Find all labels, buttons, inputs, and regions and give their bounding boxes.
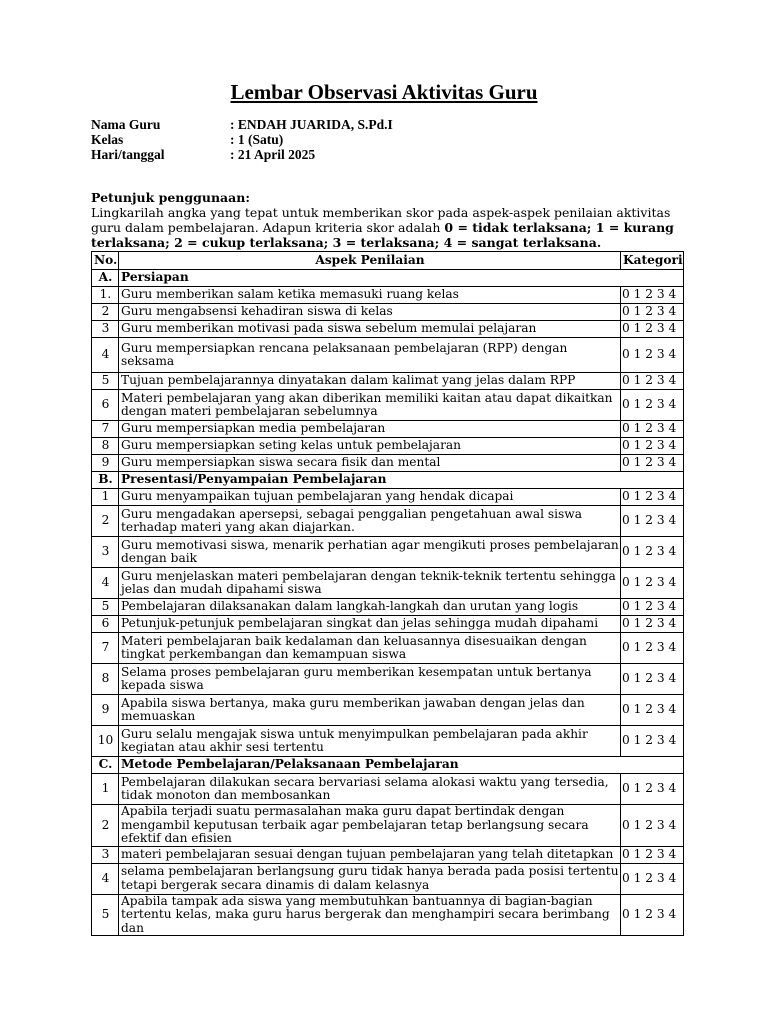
item-aspect-text: Materi pembelajaran baik kedalaman dan keluasannya disesuaikan dengan tingkat perkembangan dan kemampuan siswa — [119, 633, 621, 664]
header-no: No. — [92, 252, 119, 270]
item-number: 7 — [92, 421, 119, 438]
item-number: 2 — [92, 506, 119, 537]
table-row — [92, 338, 684, 373]
score-options[interactable]: 0 1 2 3 4 — [621, 846, 684, 863]
item-aspect-text: Materi pembelajaran yang akan diberikan memiliki kaitan atau dapat dikaitkan dengan materi pembelajaran sebelumnya — [119, 390, 621, 421]
item-number: 2 — [92, 304, 119, 321]
item-aspect-text: Guru menyampaikan tujuan pembelajaran yang hendak dicapai — [119, 489, 621, 506]
table-row — [92, 287, 684, 304]
item-aspect-text: Guru mempersiapkan seting kelas untuk pembelajaran — [119, 438, 621, 455]
item-number: 8 — [92, 664, 119, 695]
item-aspect-text: Guru memotivasi siswa, menarik perhatian agar mengikuti proses pembelajaran dengan baik — [119, 537, 621, 568]
item-number: 4 — [92, 338, 119, 373]
section-title: Metode Pembelajaran/Pelaksanaan Pembelajaran — [119, 757, 684, 774]
item-aspect-text: selama pembelajaran berlangsung guru tidak hanya berada pada posisi tertentu tetapi bergerak secara dinamis di dalam kelasnya — [119, 863, 621, 894]
item-aspect-text: Guru memberikan salam ketika memasuki ruang kelas — [119, 287, 621, 304]
table-row — [92, 726, 684, 757]
score-options[interactable]: 0 1 2 3 4 — [621, 373, 684, 390]
item-aspect-text: materi pembelajaran sesuai dengan tujuan pembelajaran yang telah ditetapkan — [119, 846, 621, 863]
usage-instructions — [91, 190, 691, 250]
table-row — [92, 633, 684, 664]
section-row — [92, 472, 684, 489]
item-number: 8 — [92, 438, 119, 455]
instructions-text: Lingkarilah angka yang tepat untuk memberikan skor pada aspek-aspek penilaian aktivitas guru dalam pembelajaran. Adapun kriteria skor adalah — [91, 205, 671, 235]
section-label: C. — [92, 757, 119, 774]
instructions-body — [91, 205, 691, 250]
item-number: 3 — [92, 321, 119, 338]
header-kategori: Kategori — [621, 252, 684, 270]
item-aspect-text: Guru menjelaskan materi pembelajaran dengan teknik-teknik tertentu sehingga jelas dan mudah dipahami siswa — [119, 568, 621, 599]
score-options[interactable]: 0 1 2 3 4 — [621, 726, 684, 757]
identity-value: : 1 (Satu) — [230, 132, 284, 147]
item-aspect-text: Guru mempersiapkan siswa secara fisik dan mental — [119, 455, 621, 472]
identity-value: : 21 April 2025 — [230, 147, 316, 162]
table-row — [92, 321, 684, 338]
item-aspect-text: Apabila terjadi suatu permasalahan maka guru dapat bertindak dengan mengambil keputusan terbaik agar pembelajaran tetap berlangsung secara efektif dan efisien — [119, 805, 621, 847]
score-options[interactable]: 0 1 2 3 4 — [621, 633, 684, 664]
score-options[interactable]: 0 1 2 3 4 — [621, 489, 684, 506]
item-number: 1 — [92, 774, 119, 805]
identity-row-class — [91, 132, 393, 147]
table-row — [92, 568, 684, 599]
score-options[interactable]: 0 1 2 3 4 — [621, 338, 684, 373]
identity-value: : ENDAH JUARIDA, S.Pd.I — [230, 117, 393, 132]
item-number: 2 — [92, 805, 119, 847]
table-row — [92, 373, 684, 390]
item-number: 4 — [92, 863, 119, 894]
header-aspek: Aspek Penilaian — [119, 252, 621, 270]
section-row — [92, 757, 684, 774]
item-number: 5 — [92, 894, 119, 936]
table-row — [92, 489, 684, 506]
score-options[interactable]: 0 1 2 3 4 — [621, 304, 684, 321]
table-row — [92, 438, 684, 455]
table-row — [92, 894, 684, 936]
teacher-identity-block — [91, 117, 393, 162]
item-number: 9 — [92, 695, 119, 726]
table-row — [92, 506, 684, 537]
score-options[interactable]: 0 1 2 3 4 — [621, 616, 684, 633]
item-aspect-text: Guru memberikan motivasi pada siswa sebelum memulai pelajaran — [119, 321, 621, 338]
item-aspect-text: Guru mengadakan apersepsi, sebagai penggalian pengetahuan awal siswa terhadap materi yang akan diajarkan. — [119, 506, 621, 537]
item-number: 10 — [92, 726, 119, 757]
table-row — [92, 846, 684, 863]
section-label: A. — [92, 270, 119, 287]
item-aspect-text: Pembelajaran dilakukan secara bervariasi selama alokasi waktu yang tersedia, tidak monoton dan membosankan — [119, 774, 621, 805]
table-row — [92, 863, 684, 894]
score-options[interactable]: 0 1 2 3 4 — [621, 805, 684, 847]
table-row — [92, 664, 684, 695]
item-aspect-text: Guru mempersiapkan media pembelajaran — [119, 421, 621, 438]
identity-label: Nama Guru — [91, 117, 161, 132]
item-aspect-text: Pembelajaran dilaksanakan dalam langkah-langkah dan urutan yang logis — [119, 599, 621, 616]
instructions-heading: Petunjuk penggunaan: — [91, 190, 250, 205]
score-options[interactable]: 0 1 2 3 4 — [621, 287, 684, 304]
identity-label: Kelas — [91, 132, 124, 147]
item-aspect-text: Apabila tampak ada siswa yang membutuhkan bantuannya di bagian-bagian tertentu kelas, maka guru harus bergerak dan menghampiri secara berimbang dan — [119, 894, 621, 936]
item-aspect-text: Guru mengabsensi kehadiran siswa di kelas — [119, 304, 621, 321]
instructions-criteria: 0 = tidak terlaksana; 1 = kurang terlaksana; 2 = cukup terlaksana; 3 = terlaksana; 4 = sangat terlaksana. — [91, 220, 674, 250]
score-options[interactable]: 0 1 2 3 4 — [621, 664, 684, 695]
score-options[interactable]: 0 1 2 3 4 — [621, 599, 684, 616]
table-row — [92, 455, 684, 472]
table-row — [92, 421, 684, 438]
section-title: Persiapan — [119, 270, 684, 287]
item-aspect-text: Selama proses pembelajaran guru memberikan kesempatan untuk bertanya kepada siswa — [119, 664, 621, 695]
item-aspect-text: Petunjuk-petunjuk pembelajaran singkat dan jelas sehingga mudah dipahami — [119, 616, 621, 633]
item-number: 6 — [92, 390, 119, 421]
section-label: B. — [92, 472, 119, 489]
item-number: 6 — [92, 616, 119, 633]
table-row — [92, 599, 684, 616]
score-options[interactable]: 0 1 2 3 4 — [621, 321, 684, 338]
table-row — [92, 695, 684, 726]
item-aspect-text: Guru mempersiapkan rencana pelaksanaan pembelajaran (RPP) dengan seksama — [119, 338, 621, 373]
item-aspect-text: Tujuan pembelajarannya dinyatakan dalam kalimat yang jelas dalam RPP — [119, 373, 621, 390]
identity-row-name — [91, 117, 393, 132]
item-number: 3 — [92, 537, 119, 568]
item-number: 5 — [92, 373, 119, 390]
item-number: 1 — [92, 489, 119, 506]
score-options[interactable]: 0 1 2 3 4 — [621, 421, 684, 438]
score-options[interactable]: 0 1 2 3 4 — [621, 863, 684, 894]
section-title: Presentasi/Penyampaian Pembelajaran — [119, 472, 684, 489]
score-options[interactable]: 0 1 2 3 4 — [621, 537, 684, 568]
item-number: 7 — [92, 633, 119, 664]
score-options[interactable]: 0 1 2 3 4 — [621, 438, 684, 455]
score-options[interactable]: 0 1 2 3 4 — [621, 506, 684, 537]
table-row — [92, 304, 684, 321]
score-options[interactable]: 0 1 2 3 4 — [621, 455, 684, 472]
item-number: 1. — [92, 287, 119, 304]
score-options[interactable]: 0 1 2 3 4 — [621, 894, 684, 936]
page-title: Lembar Observasi Aktivitas Guru — [230, 80, 538, 104]
item-aspect-text: Apabila siswa bertanya, maka guru memberikan jawaban dengan jelas dan memuaskan — [119, 695, 621, 726]
table-header-row — [92, 252, 684, 270]
item-number: 3 — [92, 846, 119, 863]
score-options[interactable]: 0 1 2 3 4 — [621, 390, 684, 421]
table-row — [92, 616, 684, 633]
table-row — [92, 774, 684, 805]
score-options[interactable]: 0 1 2 3 4 — [621, 774, 684, 805]
item-number: 4 — [92, 568, 119, 599]
score-options[interactable]: 0 1 2 3 4 — [621, 695, 684, 726]
section-row — [92, 270, 684, 287]
observation-table — [91, 251, 684, 936]
item-aspect-text: Guru selalu mengajak siswa untuk menyimpulkan pembelajaran pada akhir kegiatan atau akhir sesi tertentu — [119, 726, 621, 757]
table-row — [92, 537, 684, 568]
table-row — [92, 805, 684, 847]
table-row — [92, 390, 684, 421]
item-number: 9 — [92, 455, 119, 472]
identity-label: Hari/tanggal — [91, 147, 165, 162]
score-options[interactable]: 0 1 2 3 4 — [621, 568, 684, 599]
item-number: 5 — [92, 599, 119, 616]
identity-row-date — [91, 147, 393, 162]
